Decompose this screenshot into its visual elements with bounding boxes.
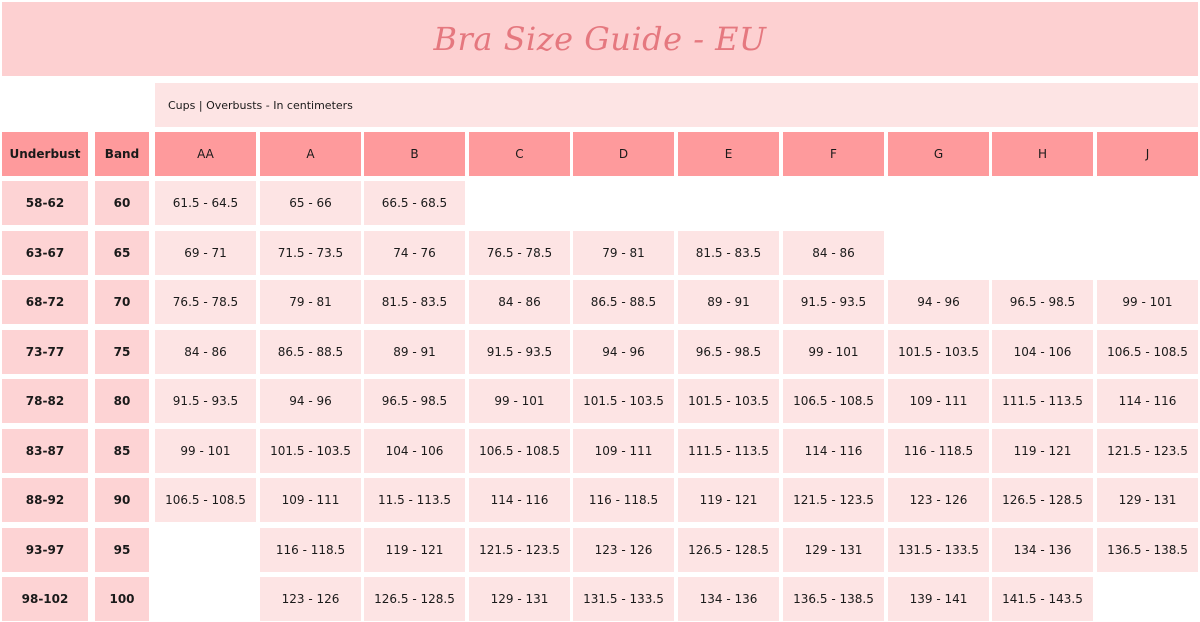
band-cell: 60 xyxy=(95,181,149,225)
underbust-cell: 83-87 xyxy=(2,429,88,473)
overbust-cell: 123 - 126 xyxy=(888,478,989,522)
overbust-cell: 129 - 131 xyxy=(469,577,570,621)
header-cup: A xyxy=(260,132,361,176)
overbust-cell: 99 - 101 xyxy=(783,330,884,374)
underbust-cell: 98-102 xyxy=(2,577,88,621)
overbust-cell: 116 - 118.5 xyxy=(888,429,989,473)
overbust-cell: 96.5 - 98.5 xyxy=(364,379,465,423)
band-cell: 95 xyxy=(95,528,149,572)
overbust-cell: 134 - 136 xyxy=(992,528,1093,572)
overbust-cell: 109 - 111 xyxy=(888,379,989,423)
underbust-cell: 93-97 xyxy=(2,528,88,572)
overbust-cell: 111.5 - 113.5 xyxy=(678,429,779,473)
overbust-cell: 121.5 - 123.5 xyxy=(469,528,570,572)
overbust-cell: 126.5 - 128.5 xyxy=(992,478,1093,522)
header-cup: C xyxy=(469,132,570,176)
overbust-cell: 119 - 121 xyxy=(992,429,1093,473)
overbust-cell: 106.5 - 108.5 xyxy=(1097,330,1198,374)
overbust-cell: 99 - 101 xyxy=(155,429,256,473)
overbust-cell: 106.5 - 108.5 xyxy=(155,478,256,522)
header-cup: F xyxy=(783,132,884,176)
overbust-cell: 119 - 121 xyxy=(678,478,779,522)
overbust-cell: 79 - 81 xyxy=(573,231,674,275)
overbust-cell: 114 - 116 xyxy=(469,478,570,522)
overbust-cell: 101.5 - 103.5 xyxy=(260,429,361,473)
overbust-cell: 136.5 - 138.5 xyxy=(783,577,884,621)
header-cup: D xyxy=(573,132,674,176)
overbust-cell: 76.5 - 78.5 xyxy=(469,231,570,275)
underbust-cell: 88-92 xyxy=(2,478,88,522)
overbust-cell: 94 - 96 xyxy=(260,379,361,423)
overbust-cell: 116 - 118.5 xyxy=(260,528,361,572)
header-cup: AA xyxy=(155,132,256,176)
overbust-cell: 126.5 - 128.5 xyxy=(364,577,465,621)
overbust-cell: 104 - 106 xyxy=(364,429,465,473)
header-band: Band xyxy=(95,132,149,176)
band-cell: 85 xyxy=(95,429,149,473)
underbust-cell: 73-77 xyxy=(2,330,88,374)
band-cell: 75 xyxy=(95,330,149,374)
overbust-cell: 129 - 131 xyxy=(783,528,884,572)
overbust-cell: 96.5 - 98.5 xyxy=(678,330,779,374)
header-cup: G xyxy=(888,132,989,176)
overbust-cell: 123 - 126 xyxy=(573,528,674,572)
overbust-cell: 99 - 101 xyxy=(1097,280,1198,324)
band-cell: 65 xyxy=(95,231,149,275)
underbust-cell: 63-67 xyxy=(2,231,88,275)
overbust-cell: 109 - 111 xyxy=(260,478,361,522)
underbust-cell: 58-62 xyxy=(2,181,88,225)
header-cup: H xyxy=(992,132,1093,176)
band-cell: 100 xyxy=(95,577,149,621)
overbust-cell: 79 - 81 xyxy=(260,280,361,324)
overbust-cell: 126.5 - 128.5 xyxy=(678,528,779,572)
header-cup: J xyxy=(1097,132,1198,176)
overbust-cell: 89 - 91 xyxy=(364,330,465,374)
overbust-cell: 106.5 - 108.5 xyxy=(469,429,570,473)
header-cup: B xyxy=(364,132,465,176)
overbust-cell: 121.5 - 123.5 xyxy=(1097,429,1198,473)
overbust-cell: 104 - 106 xyxy=(992,330,1093,374)
overbust-cell: 81.5 - 83.5 xyxy=(678,231,779,275)
overbust-cell: 131.5 - 133.5 xyxy=(888,528,989,572)
overbust-cell: 94 - 96 xyxy=(573,330,674,374)
overbust-cell: 69 - 71 xyxy=(155,231,256,275)
overbust-cell: 74 - 76 xyxy=(364,231,465,275)
overbust-cell: 141.5 - 143.5 xyxy=(992,577,1093,621)
title-banner xyxy=(2,2,1198,76)
overbust-cell: 131.5 - 133.5 xyxy=(573,577,674,621)
overbust-cell: 91.5 - 93.5 xyxy=(469,330,570,374)
overbust-cell: 66.5 - 68.5 xyxy=(364,181,465,225)
overbust-cell: 134 - 136 xyxy=(678,577,779,621)
overbust-cell: 84 - 86 xyxy=(469,280,570,324)
overbust-cell: 76.5 - 78.5 xyxy=(155,280,256,324)
overbust-cell: 116 - 118.5 xyxy=(573,478,674,522)
overbust-cell: 65 - 66 xyxy=(260,181,361,225)
underbust-cell: 68-72 xyxy=(2,280,88,324)
underbust-cell: 78-82 xyxy=(2,379,88,423)
overbust-cell: 99 - 101 xyxy=(469,379,570,423)
overbust-cell: 86.5 - 88.5 xyxy=(260,330,361,374)
overbust-cell: 106.5 - 108.5 xyxy=(783,379,884,423)
overbust-cell: 114 - 116 xyxy=(783,429,884,473)
overbust-cell: 89 - 91 xyxy=(678,280,779,324)
overbust-cell: 11.5 - 113.5 xyxy=(364,478,465,522)
overbust-cell: 109 - 111 xyxy=(573,429,674,473)
overbust-cell: 61.5 - 64.5 xyxy=(155,181,256,225)
header-cup: E xyxy=(678,132,779,176)
band-cell: 70 xyxy=(95,280,149,324)
overbust-cell: 114 - 116 xyxy=(1097,379,1198,423)
overbust-cell: 136.5 - 138.5 xyxy=(1097,528,1198,572)
overbust-cell: 101.5 - 103.5 xyxy=(888,330,989,374)
overbust-cell: 71.5 - 73.5 xyxy=(260,231,361,275)
cups-subtitle: Cups | Overbusts - In centimeters xyxy=(155,83,1198,127)
overbust-cell: 101.5 - 103.5 xyxy=(573,379,674,423)
overbust-cell: 111.5 - 113.5 xyxy=(992,379,1093,423)
overbust-cell: 94 - 96 xyxy=(888,280,989,324)
overbust-cell: 91.5 - 93.5 xyxy=(783,280,884,324)
band-cell: 80 xyxy=(95,379,149,423)
overbust-cell: 129 - 131 xyxy=(1097,478,1198,522)
overbust-cell: 84 - 86 xyxy=(783,231,884,275)
overbust-cell: 123 - 126 xyxy=(260,577,361,621)
page-title: Bra Size Guide - EU xyxy=(433,20,767,58)
overbust-cell: 121.5 - 123.5 xyxy=(783,478,884,522)
overbust-cell: 91.5 - 93.5 xyxy=(155,379,256,423)
header-underbust: Underbust xyxy=(2,132,88,176)
overbust-cell: 84 - 86 xyxy=(155,330,256,374)
overbust-cell: 81.5 - 83.5 xyxy=(364,280,465,324)
band-cell: 90 xyxy=(95,478,149,522)
overbust-cell: 96.5 - 98.5 xyxy=(992,280,1093,324)
overbust-cell: 139 - 141 xyxy=(888,577,989,621)
overbust-cell: 86.5 - 88.5 xyxy=(573,280,674,324)
overbust-cell: 119 - 121 xyxy=(364,528,465,572)
overbust-cell: 101.5 - 103.5 xyxy=(678,379,779,423)
